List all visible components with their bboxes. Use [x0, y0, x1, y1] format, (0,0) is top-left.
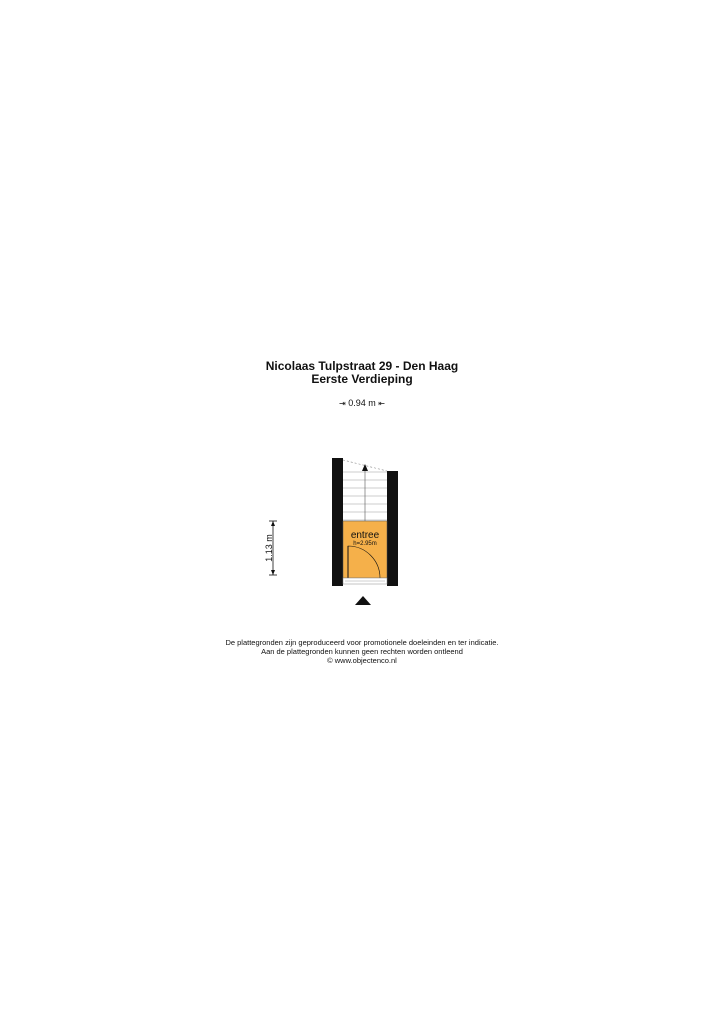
- arrow-left-icon: ⇤: [378, 399, 385, 408]
- entrance-marker-icon: [355, 596, 371, 605]
- right-wall: [387, 471, 398, 586]
- disclaimer-line-1: De plattegronden zijn geproduceerd voor promotionele doeleinden en ter indicatie.: [225, 638, 499, 647]
- floor-title: Eerste Verdieping: [311, 372, 413, 386]
- disclaimer-line-2: Aan de plattegronden kunnen geen rechten worden ontleend: [261, 647, 463, 656]
- room-entree-label: entree: [350, 530, 380, 541]
- floor-plan: [320, 450, 410, 610]
- depth-dimension-label: 1.13 m: [264, 534, 274, 562]
- depth-dimension: [262, 520, 286, 576]
- arrow-right-icon: ⇥: [339, 399, 346, 408]
- width-dimension-label: 0.94 m: [348, 398, 376, 408]
- room-entree-height: h=2.95m: [353, 541, 377, 547]
- address-title: Nicolaas Tulpstraat 29 - Den Haag: [265, 359, 459, 373]
- copyright-line: © www.objectenco.nl: [327, 656, 397, 665]
- left-wall: [332, 458, 343, 586]
- width-dimension: [0, 398, 724, 408]
